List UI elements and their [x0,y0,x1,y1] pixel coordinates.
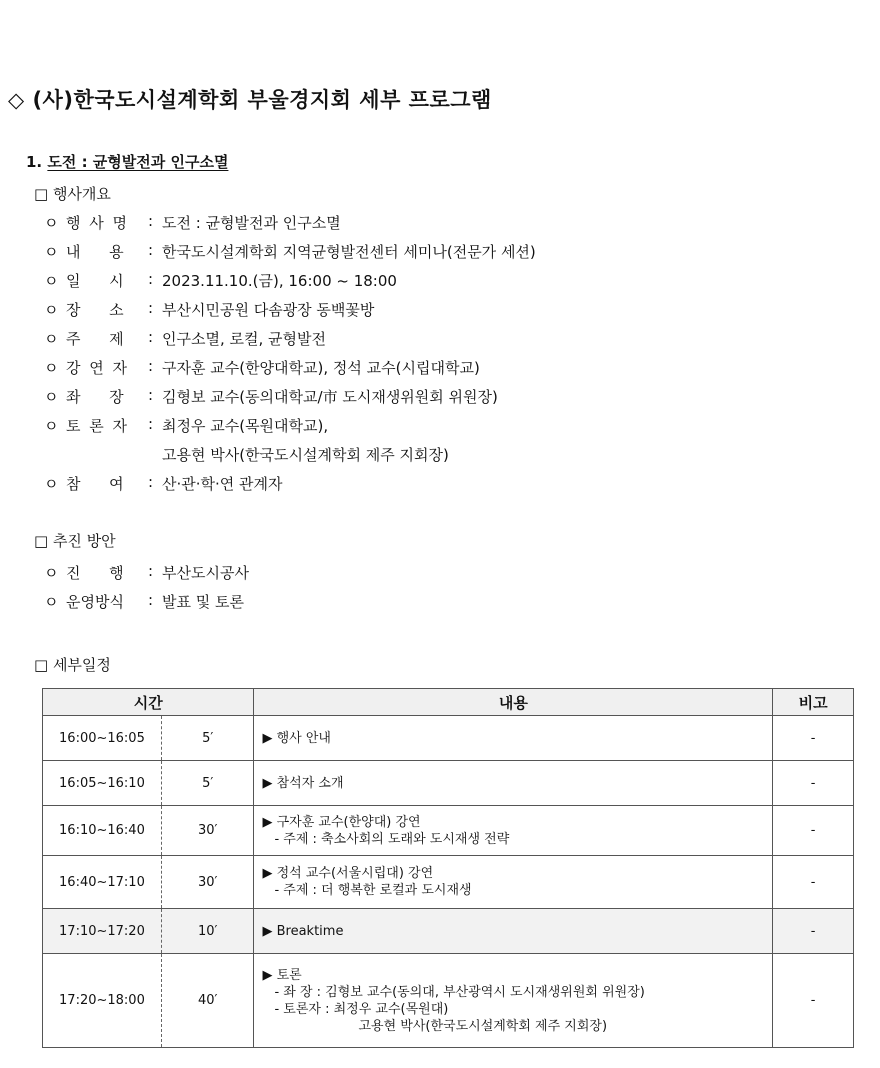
item-label: 일 시 [66,272,124,290]
item-value: 김형보 교수(동의대학교/市 도시재생위원회 위원장) [162,388,498,406]
row-note: - [773,716,854,761]
item-label: 행 사 명 [66,214,130,232]
row-duration: 5′ [161,761,254,806]
item-value: 2023.11.10.(금), 16:00 ~ 18:00 [162,272,397,290]
page-title: ◇ (사)한국도시설계학회 부울경지회 세부 프로그램 [8,88,492,112]
content-line: ▶ 참석자 소개 [262,775,344,791]
row-time: 16:40~17:10 [43,856,162,909]
content-line: ▶ 토론 [262,967,302,983]
row-note: - [773,761,854,806]
item-value: 고용현 박사(한국도시설계학회 제주 지회장) [162,446,449,464]
item-value: 한국도시설계학회 지역균형발전센터 세미나(전문가 세션) [162,243,536,261]
section-title-text: 도전 : 균형발전과 인구소멸 [47,153,229,171]
table-row [43,909,854,954]
row-time: 17:10~17:20 [43,909,162,954]
row-time: 16:05~16:10 [43,761,162,806]
item-value: 구자훈 교수(한양대학교), 정석 교수(시립대학교) [162,359,480,377]
row-note: - [773,954,854,1048]
bullet: ㅇ [44,388,59,406]
content-line: ▶ 구자훈 교수(한양대) 강연 [262,814,421,830]
row-content [254,806,773,856]
item-value: 부산시민공원 다솜광장 동백꽃방 [162,301,375,319]
item-label: 토 론 자 [66,417,130,435]
content-subline: - 토론자 : 최정우 교수(목원대) [274,1001,449,1017]
header-content: 내용 [254,689,773,716]
overview-heading: □ 행사개요 [34,185,111,203]
schedule-heading: □ 세부일정 [34,656,111,674]
row-content [254,856,773,909]
item-value: 인구소멸, 로컬, 균형발전 [162,330,326,348]
content-line: ▶ 행사 안내 [262,730,331,746]
row-time: 17:20~18:00 [43,954,162,1048]
bullet: ㅇ [44,475,59,493]
bullet: ㅇ [44,214,59,232]
table-row [43,761,854,806]
content-subline: - 주제 : 더 행복한 로컬과 도시재생 [274,883,472,898]
row-duration: 5′ [161,716,254,761]
bullet: ㅇ [44,301,59,319]
row-content [254,716,773,761]
bullet: ㅇ [44,272,59,290]
table-header-row [43,689,854,716]
content-subline: - 주제 : 축소사회의 도래와 도시재생 전략 [274,831,510,847]
content-subline: 고용현 박사(한국도시설계학회 제주 지회장) [358,1018,608,1034]
header-note: 비고 [773,689,854,716]
row-note: - [773,856,854,909]
table-row [43,856,854,909]
item-value: 도전 : 균형발전과 인구소멸 [162,214,341,232]
bullet: ㅇ [44,243,59,261]
header-time: 시간 [43,689,254,716]
row-duration: 10′ [161,909,254,954]
bullet: ㅇ [44,593,59,611]
table-row [43,716,854,761]
row-duration: 40′ [161,954,254,1048]
item-label: 내 용 [66,243,124,261]
item-label: 강 연 자 [66,359,130,377]
item-label: 운영방식 [66,593,124,611]
row-note: - [773,806,854,856]
bullet: ㅇ [44,564,59,582]
row-duration: 30′ [161,856,254,909]
bullet: ㅇ [44,330,59,348]
row-content [254,761,773,806]
bullet: ㅇ [44,417,59,435]
item-label: 장 소 [66,301,124,319]
row-note: - [773,909,854,954]
table-row [43,806,854,856]
item-label: 참 여 [66,475,124,493]
content-line: ▶ 정석 교수(서울시립대) 강연 [262,866,434,881]
item-value: 부산도시공사 [162,564,249,582]
schedule-table [42,688,854,1048]
item-value: 발표 및 토론 [162,593,244,611]
content-line: ▶ Breaktime [262,923,344,939]
table-row [43,954,854,1048]
item-value: 산·관·학·연 관계자 [162,475,283,493]
item-label: 좌 장 [66,388,124,406]
row-time: 16:10~16:40 [43,806,162,856]
item-value: 최정우 교수(목원대학교), [162,417,329,435]
item-label: 진 행 [66,564,124,582]
plan-heading: □ 추진 방안 [34,532,116,550]
section-title [26,151,228,172]
bullet: ㅇ [44,359,59,377]
row-content [254,909,773,954]
row-time: 16:00~16:05 [43,716,162,761]
item-label: 주 제 [66,330,124,348]
row-content [254,954,773,1048]
row-duration: 30′ [161,806,254,856]
section-number: 1. [26,153,43,171]
content-subline: - 좌 장 : 김형보 교수(동의대, 부산광역시 도시재생위원회 위원장) [274,984,645,1000]
